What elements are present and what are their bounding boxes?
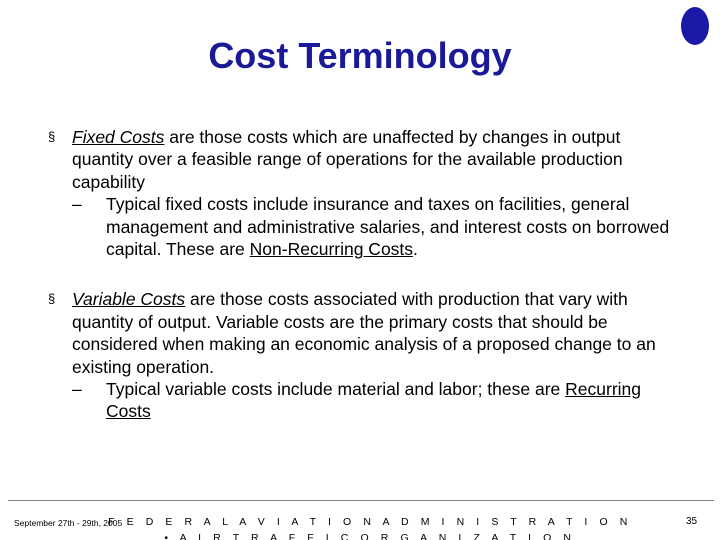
footer-organization: F E D E R A L A V I A T I O N A D M I N I S T R A T I O N • A I R T R A F F I C O R G A N I Z A T I O N <box>108 516 632 540</box>
bullet-marker: § <box>48 129 56 144</box>
footer-divider <box>8 500 714 501</box>
sub-bullet-fixed-costs <box>72 193 678 260</box>
term-recurring-costs: Recurring Costs <box>106 379 642 422</box>
bullet-text: are those costs associated with production that vary with quantity of output. Variable costs are the primary costs that should be considered when making an economic analysis of a proposed change to an existing operation. <box>72 289 656 377</box>
bullet-marker: § <box>48 291 56 307</box>
term-variable-costs: Variable Costs <box>72 289 186 310</box>
sub-bullet-text <box>106 378 678 423</box>
sub-bullet-marker: – <box>72 194 82 215</box>
slide-body <box>48 126 678 423</box>
slide-title: Cost Terminology <box>208 35 512 76</box>
sub-bullet-text-after: . <box>413 239 418 260</box>
term-fixed-costs: Fixed Costs <box>72 127 165 147</box>
sub-bullet-text-before: Typical fixed costs include insurance and taxes on facilities, general management and administrative salaries, and interest costs on borrowed capital. These are <box>106 194 670 260</box>
bullet-variable-costs <box>48 288 678 422</box>
sub-bullet-text-before: Typical variable costs include material and labor; these are <box>106 379 566 400</box>
bullet-text: are those costs which are unaffected by changes in output quantity over a feasible range of operations for the available production capability <box>72 127 623 192</box>
bullet-fixed-costs <box>48 126 678 260</box>
term-non-recurring-costs: Non-Recurring Costs <box>249 239 414 260</box>
page-number: 35 <box>686 516 698 527</box>
footer-date: September 27th - 29th, 2005 <box>14 518 123 528</box>
sub-bullet-marker: – <box>72 379 82 400</box>
sub-bullet-variable-costs <box>72 378 678 423</box>
sub-bullet-text <box>106 193 678 260</box>
